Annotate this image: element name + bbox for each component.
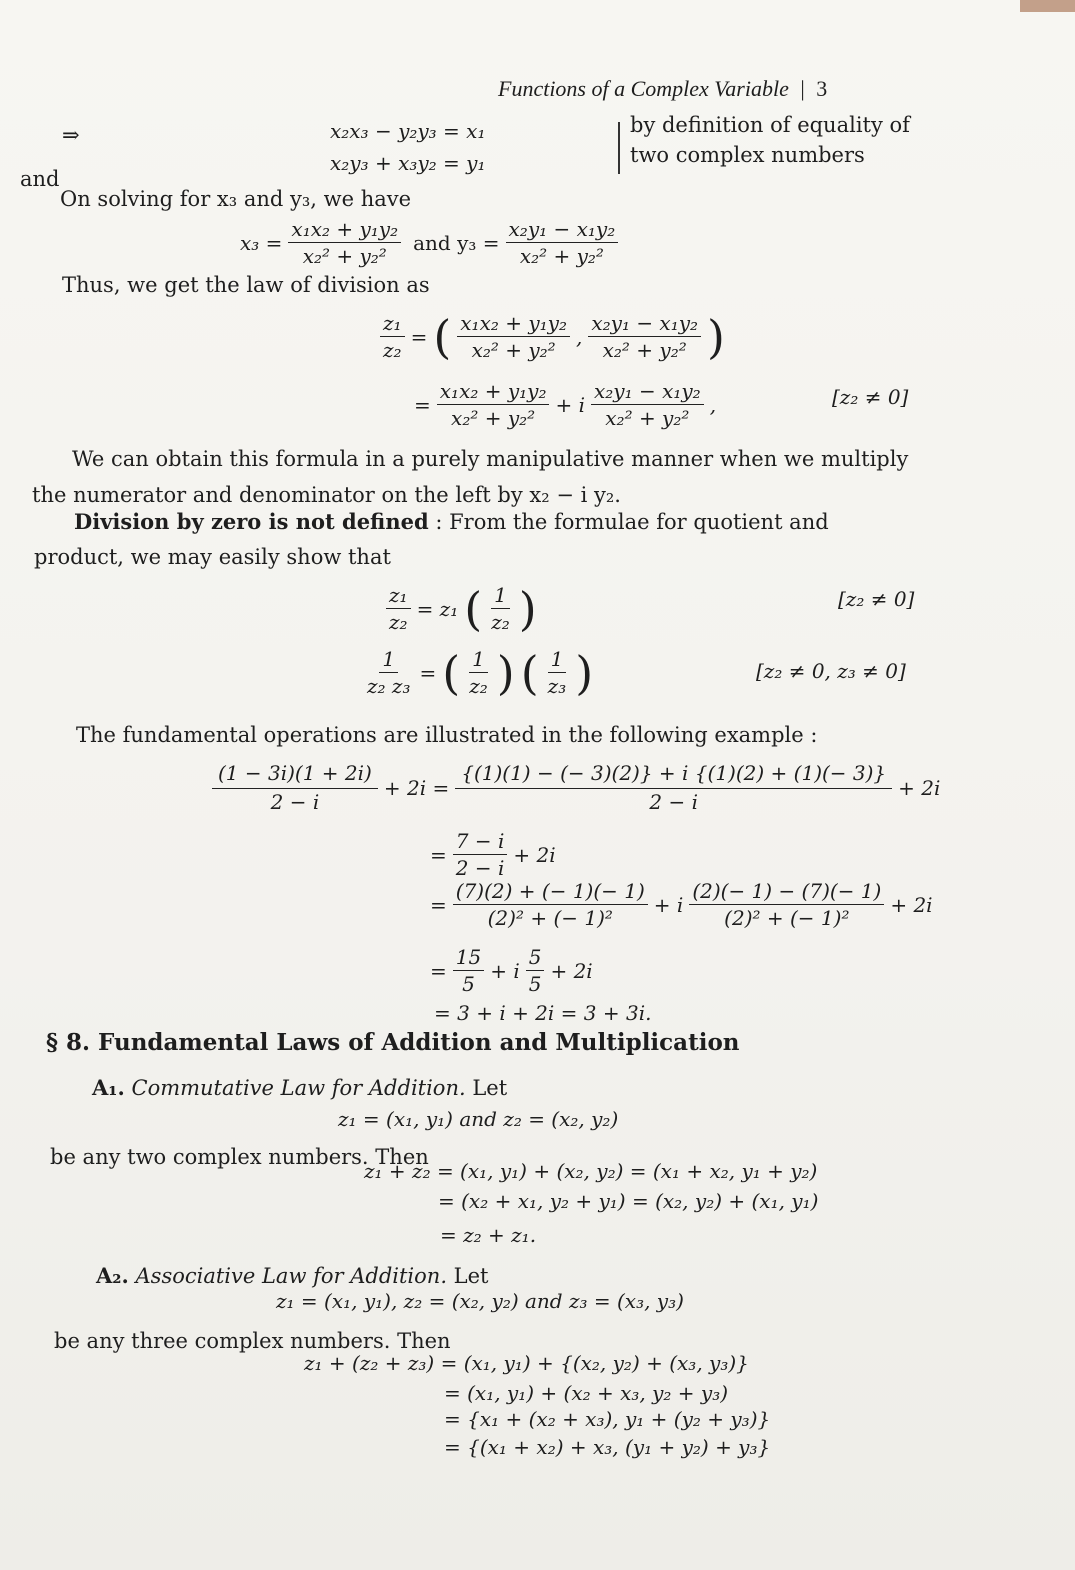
division-by-zero-line-1 bbox=[74, 510, 829, 534]
z1-over-z2 bbox=[380, 312, 405, 361]
x3-fraction bbox=[288, 218, 401, 267]
real-numerator-2: x₁x₂ + y₁y₂ bbox=[437, 380, 550, 405]
a2-label: A₂. bbox=[96, 1263, 129, 1288]
one-over-z3 bbox=[545, 648, 570, 697]
z2-d: z₂ bbox=[469, 674, 488, 698]
equals-z1: = z₁ bbox=[416, 596, 459, 621]
z1: z₁ bbox=[380, 312, 405, 337]
trailing-comma: , bbox=[709, 392, 717, 417]
plus-2i-c: + 2i bbox=[550, 958, 593, 983]
example-rhs-plus: + 2i bbox=[898, 775, 941, 800]
five-a: 5 bbox=[462, 972, 475, 996]
imag-fraction-2 bbox=[591, 380, 704, 429]
z3: z₃ bbox=[547, 674, 567, 698]
x3-lhs: x₃ = bbox=[240, 230, 283, 255]
manipulative-line-2: the numerator and denominator on the left by x₂ − i y₂. bbox=[32, 483, 621, 507]
example-rhs-numerator: {(1)(1) − (− 3)(2)} + i {(1)(2) + (1)(− 3)} bbox=[455, 762, 892, 789]
left-paren-b: ( bbox=[464, 581, 483, 636]
note-line-1: by definition of equality of bbox=[630, 113, 910, 137]
right-paren-b: ) bbox=[518, 581, 537, 636]
implies-arrow: ⇒ bbox=[62, 123, 80, 147]
left-paren-c: ( bbox=[442, 645, 461, 700]
z2: z₂ bbox=[383, 338, 402, 362]
example-line-1 bbox=[212, 762, 940, 813]
equals-sign-b: = bbox=[419, 660, 437, 685]
a2-equation-4: = {(x₁ + x₂) + x₃, (y₁ + y₂) + y₃} bbox=[444, 1435, 771, 1459]
real-part-example-numerator: (7)(2) + (− 1)(− 1) bbox=[453, 880, 648, 905]
equals-sign: = bbox=[410, 324, 428, 349]
condition-z2-nonzero-b: [z₂ ≠ 0] bbox=[838, 587, 915, 611]
example-rhs-denominator: 2 − i bbox=[649, 790, 698, 814]
z2-c: z₂ bbox=[491, 610, 510, 634]
a1-let: Let bbox=[465, 1076, 508, 1100]
running-head-separator: | bbox=[800, 76, 805, 101]
plus-i: + i bbox=[555, 392, 585, 417]
a2-let: Let bbox=[447, 1264, 489, 1288]
left-paren-d: ( bbox=[520, 645, 539, 700]
two-minus-i: 2 − i bbox=[455, 856, 505, 880]
x3-denominator: x₂² + y₂² bbox=[302, 244, 387, 268]
real-denominator-2: x₂² + y₂² bbox=[451, 406, 536, 430]
example-result: = 3 + i + 2i = 3 + 3i. bbox=[434, 1001, 652, 1025]
example-line-2 bbox=[430, 830, 556, 879]
example-lhs-denominator: 2 − i bbox=[270, 790, 320, 814]
seven-minus-i-fraction bbox=[453, 830, 508, 879]
a1-heading bbox=[92, 1076, 507, 1100]
z2-b: z₂ bbox=[389, 610, 408, 634]
five-b: 5 bbox=[526, 946, 545, 971]
and-word: and bbox=[20, 167, 60, 191]
example-lhs-plus: + 2i = bbox=[383, 775, 450, 800]
one-over-z2-b bbox=[466, 648, 491, 697]
left-paren: ( bbox=[433, 309, 452, 364]
a1-definition: z₁ = (x₁, y₁) and z₂ = (x₂, y₂) bbox=[338, 1107, 619, 1131]
imag-part-fraction bbox=[588, 312, 701, 361]
a2-equation-2: = (x₁, y₁) + (x₂ + x₃, y₂ + y₃) bbox=[444, 1381, 729, 1405]
real-part-example-denominator: (2)² + (− 1)² bbox=[487, 906, 613, 930]
note-divider bbox=[618, 122, 620, 174]
imag-part-denominator: x₂² + y₂² bbox=[602, 338, 687, 362]
running-head bbox=[498, 76, 827, 102]
a1-label: A₁. bbox=[92, 1075, 125, 1100]
reciprocal-formula-1 bbox=[386, 581, 537, 636]
example-line-3 bbox=[430, 880, 933, 929]
z1-over-z2-b bbox=[386, 584, 411, 633]
one-b: 1 bbox=[379, 648, 398, 673]
a2-equation-3: = {x₁ + (x₂ + x₃), y₁ + (y₂ + y₃)} bbox=[444, 1407, 771, 1431]
a1-title: Commutative Law for Addition. bbox=[131, 1076, 466, 1100]
imag-denominator-2: x₂² + y₂² bbox=[605, 406, 690, 430]
a2-equation-1: z₁ + (z₂ + z₃) = (x₁, y₁) + {(x₂, y₂) + (x₃, y₃)} bbox=[304, 1351, 749, 1375]
a1-any-two: be any two complex numbers. Then bbox=[50, 1145, 429, 1169]
plus-2i-a: + 2i bbox=[513, 842, 556, 867]
eq-2: = bbox=[430, 842, 447, 867]
imag-part-example-numerator: (2)(− 1) − (7)(− 1) bbox=[689, 880, 884, 905]
example-rhs-fraction bbox=[455, 762, 892, 813]
y3-lhs: and y₃ = bbox=[413, 230, 500, 255]
imag-numerator-2: x₂y₁ − x₁y₂ bbox=[591, 380, 704, 405]
plus-i-example: + i bbox=[653, 892, 684, 917]
one-over-z2z3 bbox=[364, 648, 413, 697]
y3-numerator: x₂y₁ − x₁y₂ bbox=[506, 218, 619, 243]
imag-part-example bbox=[689, 880, 884, 929]
z2-z3: z₂ z₃ bbox=[367, 674, 411, 698]
division-formula-line-1 bbox=[380, 309, 725, 364]
reciprocal-formula-2 bbox=[364, 645, 594, 700]
a2-definition: z₁ = (x₁, y₁), z₂ = (x₂, y₂) and z₃ = (x₃, y₃) bbox=[276, 1289, 684, 1313]
five-c: 5 bbox=[528, 972, 542, 996]
imag-part-numerator: x₂y₁ − x₁y₂ bbox=[588, 312, 701, 337]
one-c: 1 bbox=[469, 648, 488, 673]
division-by-zero-line-2: product, we may easily show that bbox=[34, 545, 391, 569]
real-fraction-2 bbox=[437, 380, 550, 429]
x3-y3-formula bbox=[240, 218, 618, 267]
a1-equation-2: = (x₂ + x₁, y₂ + y₁) = (x₂, y₂) + (x₁, y₁) bbox=[438, 1189, 819, 1213]
eq-4: = bbox=[430, 958, 447, 983]
equation-real-part: x₂x₃ − y₂y₃ = x₁ bbox=[330, 119, 486, 143]
equation-imag-part: x₂y₃ + x₃y₂ = y₁ bbox=[330, 151, 486, 175]
page-corner-mark bbox=[1020, 0, 1075, 12]
section-8-title: § 8. Fundamental Laws of Addition and Multiplication bbox=[46, 1029, 740, 1056]
y3-denominator: x₂² + y₂² bbox=[519, 244, 604, 268]
running-head-title: Functions of a Complex Variable bbox=[498, 76, 789, 101]
manipulative-line-1: We can obtain this formula in a purely manipulative manner when we multiply bbox=[72, 447, 909, 471]
x3-numerator: x₁x₂ + y₁y₂ bbox=[288, 218, 401, 243]
division-by-zero-rest: : From the formulae for quotient and bbox=[428, 510, 829, 534]
a2-any-three: be any three complex numbers. Then bbox=[54, 1329, 451, 1353]
plus-2i-b: + 2i bbox=[890, 892, 933, 917]
seven-minus-i: 7 − i bbox=[453, 830, 508, 855]
comma: , bbox=[575, 324, 583, 349]
one-over-z2 bbox=[488, 584, 513, 633]
imag-part-example-denominator: (2)² + (− 1)² bbox=[724, 906, 850, 930]
fifteen-over-five bbox=[453, 946, 484, 995]
example-intro: The fundamental operations are illustrated in the following example : bbox=[76, 723, 818, 747]
page-number: 3 bbox=[816, 76, 828, 101]
right-paren-c: ) bbox=[496, 645, 515, 700]
one-d: 1 bbox=[548, 648, 567, 673]
example-lhs-fraction bbox=[212, 762, 378, 813]
right-paren-d: ) bbox=[575, 645, 594, 700]
condition-z2-z3-nonzero: [z₂ ≠ 0, z₃ ≠ 0] bbox=[756, 659, 906, 683]
y3-fraction bbox=[506, 218, 619, 267]
note-line-2: two complex numbers bbox=[630, 143, 865, 167]
division-by-zero-heading: Division by zero is not defined bbox=[74, 509, 429, 534]
plus-i-b: + i bbox=[490, 958, 520, 983]
real-part-numerator: x₁x₂ + y₁y₂ bbox=[457, 312, 570, 337]
a2-title: Associative Law for Addition. bbox=[135, 1264, 447, 1288]
condition-z2-nonzero: [z₂ ≠ 0] bbox=[832, 385, 909, 409]
five-over-five bbox=[526, 946, 545, 995]
division-law-text: Thus, we get the law of division as bbox=[62, 273, 430, 297]
a1-equation-1: z₁ + z₂ = (x₁, y₁) + (x₂, y₂) = (x₁ + x₂, y₁ + y₂) bbox=[364, 1159, 818, 1183]
a1-equation-3: = z₂ + z₁. bbox=[440, 1223, 537, 1247]
example-line-4 bbox=[430, 946, 593, 995]
a2-heading bbox=[96, 1264, 489, 1288]
one: 1 bbox=[491, 584, 510, 609]
division-formula-line-2 bbox=[414, 380, 716, 429]
real-part-example bbox=[453, 880, 648, 929]
real-part-fraction bbox=[457, 312, 570, 361]
right-paren: ) bbox=[707, 309, 725, 364]
fifteen: 15 bbox=[453, 946, 484, 971]
eq-3: = bbox=[430, 892, 447, 917]
real-part-denominator: x₂² + y₂² bbox=[471, 338, 556, 362]
example-lhs-numerator: (1 − 3i)(1 + 2i) bbox=[212, 762, 378, 789]
equals-sign-2: = bbox=[414, 392, 431, 417]
z1-b: z₁ bbox=[386, 584, 411, 609]
solving-text: On solving for x₃ and y₃, we have bbox=[60, 187, 412, 211]
